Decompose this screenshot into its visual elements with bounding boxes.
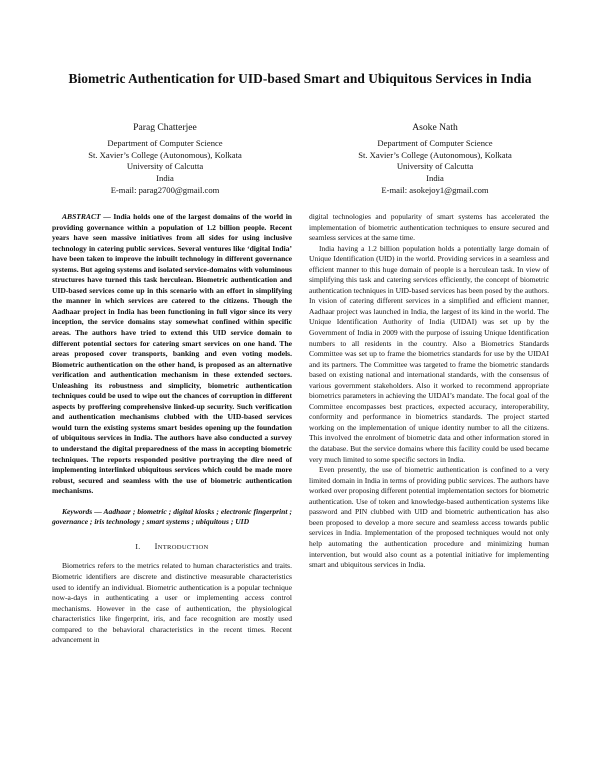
keywords bbox=[52, 507, 292, 528]
paragraph-uid-domain: India having a 1.2 billion population holds a potentially large domain of Unique Identification (UID) in the world. Providing services in a seamless and efficient manner to this huge domain of people is a herculean task. In view of simplifying this task and catering services efficiently, the concept of biometric authentication techniques in UID-based services has been posed by the authors. In vision of catering different services in a simplified and efficient manner, Aadhaar project was launched in India, the largest of its kind in the world. The Unique Identification Authority of India (UIDAI) was set up by the Government of India in 2009 with the purpose of issuing Unique Identification numbers to all residents in the country. Also a Biometrics Standards Committee was set up to frame the biometrics standards for use by the UIDAI and its partners. The Committee was targeted to frame the biometric standards based on existing national and international standards, with the consensus of various government stakeholders. Also it worked to recommend appropriate biometrics parameters in achieving the UIDAI’s mandate. The focal goal of the Committee encompasses best practices, expected accuracy, interoperability, conformity and performance in biometrics standards. The project started working on the implementation of unique identity number to all the citizens. This involved the enrolment of biometric data and other information stored in the database. But the service domains where this facility could be used became very much limited to some specific sectors in India. bbox=[309, 243, 549, 464]
right-column bbox=[309, 212, 549, 571]
keywords-text: — Aadhaar ; biometric ; digital kiosks ; electronic fingerprint ; governance ; iris technology ; smart systems ; ubiquitous ; UID bbox=[52, 506, 292, 527]
author-university: University of Calcutta bbox=[396, 161, 474, 172]
intro-paragraph: Biometrics refers to the metrics related to human characteristics and traits. Biometric identifiers are discrete and distinctive measurable characteristics used to identify an individual. Biometric authentication is a popular technique now-a-days in authenticating a user or implementing access control mechanisms. However in the case of authentication, the physiological characteristics like fingerprint, iris, and face recognition are mostly used compared to the behavioral characteristics in the recent times. Recent advancement in bbox=[52, 561, 292, 645]
author-email: E-mail: parag2700@gmail.com bbox=[110, 184, 220, 195]
author-college: St. Xavier’s College (Autonomous), Kolkata bbox=[358, 149, 512, 160]
paragraph-biometric-usage: Even presently, the use of biometric authentication is confined to a very limited domain in India in terms of providing public services. The authors have worked over proposing different potential implementation sectors for biometric authentication. Use of token and knowledge-based authentication systems like password and PIN clubbed with UID and biometric authentication has also been proposed to develop a more secure and seamless access towards public services in India. Implementation of the proposed techniques would not only help automating the authentication procedure and minimizing human intervention, but would also count as a potential initiative for implementing smart and ubiquitous services in India. bbox=[309, 465, 549, 570]
section-title-rest: NTRODUCTION bbox=[157, 543, 209, 551]
paper-title: Biometric Authentication for UID-based Smart and Ubiquitous Services in India bbox=[68, 71, 532, 86]
author-name: Asoke Nath bbox=[412, 122, 458, 133]
author-email: E-mail: asokejoy1@gmail.com bbox=[381, 184, 489, 195]
abstract-label: ABSTRACT bbox=[62, 212, 101, 221]
abstract-text: — India holds one of the largest domains of the world in providing governance within a population of 1.2 billion people. Recent years have seen massive initiatives from all sides for using inclusive technology in catering public services. Several ventures like ‘digital India’ have been taken to improve the inbuilt technology in different governance systems. But ageing systems and isolated service-domains with voluminous structures have turned this task herculean. Biometric authentication and UID-based services come up in this scenario with an effort in simplifying the manner in which services are catered to the citizens. Though the Aadhaar project in India has been functioning in full vigor since its very inception, the service domains stay somewhat confined within specific areas. The authors have tried to extend this UID service domain to different potential sectors for catering smart services on one hand. The areas proposed cover transports, banking and even voting models. Biometric authentication on the other hand, is proposed as an alternative verification and authentication mechanism in these extended sectors. Unleashing its robustness and simplicity, biometric authentication techniques could be used to wipe out the chances of corruption in different aspects by proffering comprehensive linked-up security. Such verification and authentication mechanisms clubbed with the UID-based services would turn the existing systems smart besides opening up the foundation of ubiquitous services in India. The authors have also conducted a survey to understand the digital preparedness of the mass in accepting biometric techniques. The reports responded positive portraying the dire need of implementing interlinked ubiquitous services which could be made more robust, secured and seamless with the use of biometric authentication mechanisms. bbox=[52, 212, 292, 496]
abstract bbox=[52, 212, 292, 497]
section-title-initial: I bbox=[154, 541, 158, 551]
paragraph-continued: digital technologies and popularity of smart systems has accelerated the implementation of biometric authentication techniques to ensure secured and seamless services at the same time. bbox=[309, 212, 549, 243]
author-block-2 bbox=[310, 122, 560, 197]
keywords-label: Keywords bbox=[62, 506, 93, 516]
author-department: Department of Computer Science bbox=[107, 137, 223, 148]
author-university: University of Calcutta bbox=[126, 161, 204, 172]
section-heading-introduction bbox=[52, 542, 292, 554]
author-department: Department of Computer Science bbox=[377, 137, 493, 148]
author-country: India bbox=[156, 173, 174, 184]
author-name: Parag Chatterjee bbox=[133, 122, 197, 133]
author-country: India bbox=[426, 173, 444, 184]
section-number: I. bbox=[135, 541, 141, 551]
author-block-1 bbox=[40, 122, 290, 197]
author-college: St. Xavier’s College (Autonomous), Kolkata bbox=[88, 149, 242, 160]
left-column bbox=[52, 212, 292, 646]
